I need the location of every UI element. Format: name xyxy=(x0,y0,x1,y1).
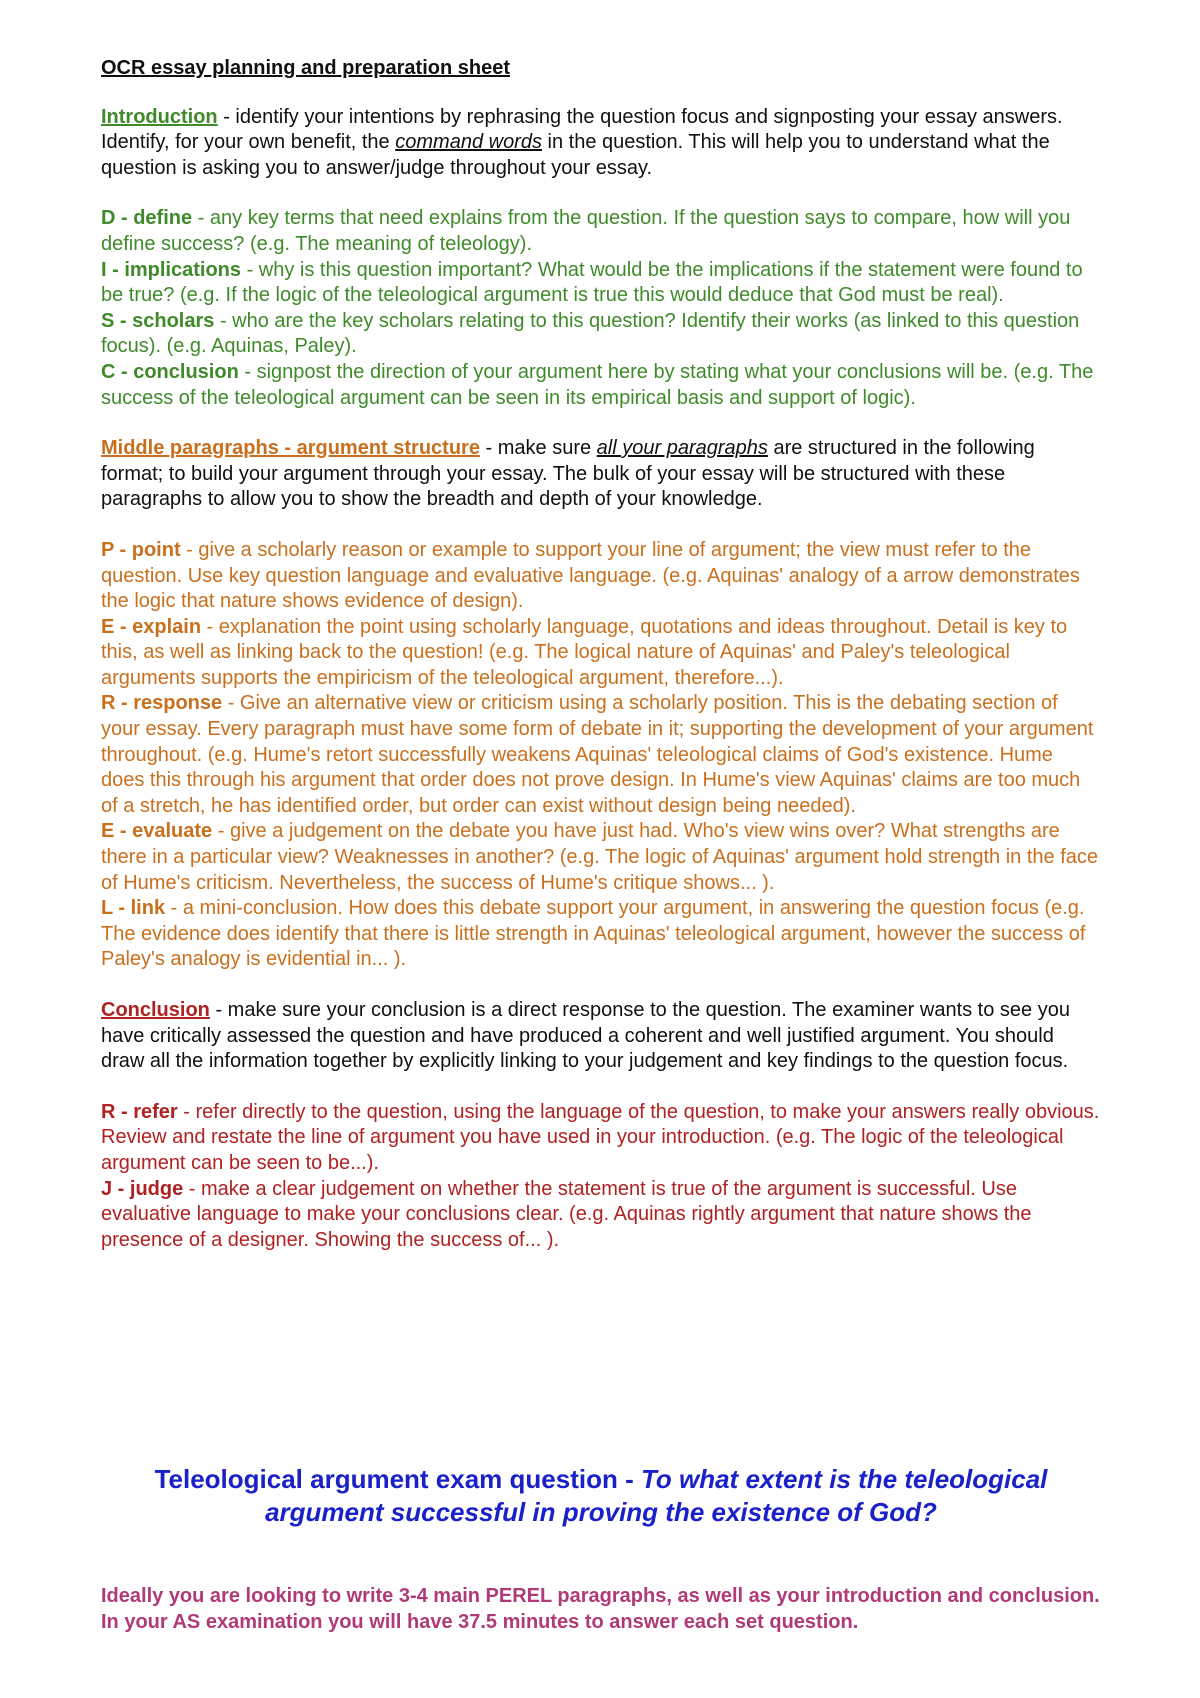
conclusion-paragraph xyxy=(101,998,1101,1075)
conclusion-heading: Conclusion xyxy=(101,999,210,1021)
intro-item-text: - any key terms that need explains from the question. If the question says to compare, how will you define success? (e.g. The meaning of teleology). xyxy=(101,207,1071,255)
middle-items xyxy=(101,538,1101,973)
intro-item-implications xyxy=(101,258,1101,309)
middle-emphasis: all your paragraphs xyxy=(596,437,768,460)
exam-question-text: To what extent is the teleological argument successful in proving the existence of God? xyxy=(265,1464,1048,1527)
middle-item-explain xyxy=(101,615,1101,692)
conclusion-item-key: R - refer xyxy=(101,1100,178,1123)
exam-question-prefix: Teleological argument exam question - xyxy=(154,1464,641,1494)
intro-item-key: S - scholars xyxy=(101,309,215,332)
intro-item-text: - signpost the direction of your argument here by stating what your conclusions will be. (e.g. The success of the teleological argument can be seen in its empirical basis and support of logic). xyxy=(101,360,1094,409)
conclusion-item-text: - refer directly to the question, using the language of the question, to make your answers really obvious. Review and restate the line of argument you have used in your introduction. (e.g. The logic of the teleological argument can be seen to be...). xyxy=(101,1100,1100,1174)
middle-item-text: - explanation the point using scholarly language, quotations and ideas throughout. Detail is key to this, as well as linking back to the question! (e.g. The logical nature of Aquinas' and Paley's teleological arguments supports the empiricism of the teleological argument, therefore...). xyxy=(101,615,1068,689)
document-body xyxy=(101,56,1101,1253)
document-title: OCR essay planning and preparation sheet xyxy=(101,57,510,79)
middle-heading: Middle paragraphs - argument structure xyxy=(101,437,480,460)
intro-item-conclusion xyxy=(101,360,1101,411)
middle-item-text: - give a judgement on the debate you have just had. Who's view wins over? What strengths are there in a particular view? Weaknesses in another? (e.g. The logic of Aquinas' argument hold strength in the face of Hume's criticism. Nevertheless, the success of Hume's critique shows... ). xyxy=(101,820,1099,894)
middle-item-evaluate xyxy=(101,819,1101,896)
middle-item-text: - give a scholarly reason or example to support your line of argument; the view must refer to the question. Use key question language and evaluative language. (e.g. Aquinas' analogy of a arrow demonstrates the logic that nature shows evidence of design). xyxy=(101,538,1080,613)
intro-item-text: - who are the key scholars relating to this question? Identify their works (as linked to this question focus). (e.g. Aquinas, Paley). xyxy=(101,309,1080,358)
paragraph-guidance-note: Ideally you are looking to write 3-4 main PEREL paragraphs, as well as your introduction and conclusion. In your AS examination you will have 37.5 minutes to answer each set question. xyxy=(101,1585,1100,1633)
introduction-items xyxy=(101,206,1101,411)
introduction-heading: Introduction xyxy=(101,105,218,128)
intro-item-define xyxy=(101,206,1101,257)
middle-item-key: P - point xyxy=(101,538,181,561)
middle-item-text: - a mini-conclusion. How does this debate support your argument, in answering the question focus (e.g. The evidence does identify that there is little strength in Aquinas' teleological argument, however the success of Paley's analogy is evidential in... ). xyxy=(101,897,1086,971)
introduction-emphasis: command words xyxy=(395,131,542,154)
middle-item-key: L - link xyxy=(101,897,166,920)
intro-item-key: I - implications xyxy=(101,258,242,281)
middle-item-key: E - explain xyxy=(101,615,202,638)
intro-item-key: C - conclusion xyxy=(101,360,239,383)
conclusion-item-judge xyxy=(101,1177,1101,1254)
middle-text-a: - make sure xyxy=(479,437,597,460)
conclusion-text: - make sure your conclusion is a direct response to the question. The examiner wants to see you have critically assessed the question and have produced a coherent and well justified argument. You should draw all the information together by explicitly linking to your judgement and key findings to the question focus. xyxy=(101,999,1070,1073)
conclusion-item-key: J - judge xyxy=(101,1177,184,1200)
middle-item-key: R - response xyxy=(101,692,223,715)
middle-item-key: E - evaluate xyxy=(101,820,213,843)
middle-paragraph xyxy=(101,436,1101,513)
conclusion-item-text: - make a clear judgement on whether the statement is true of the argument is successful. Use evaluative language to make your conclusions clear. (e.g. Aquinas rightly argument that nature shows the presence of a designer. Showing the success of... ). xyxy=(101,1177,1032,1251)
intro-item-scholars xyxy=(101,309,1101,360)
introduction-paragraph xyxy=(101,105,1101,182)
middle-item-link xyxy=(101,896,1101,973)
conclusion-item-refer xyxy=(101,1100,1101,1177)
middle-item-text: - Give an alternative view or criticism using a scholarly position. This is the debating section of your essay. Every paragraph must have some form of debate in it; supporting the development of your argument throughout. (e.g. Hume's retort successfully weakens Aquinas' teleological claims of God's existence. Hume does this through his argument that order does not prove design. In Hume's view Aquinas' claims are too much of a stretch, he has identified order, but order can exist without design being needed). xyxy=(101,692,1094,817)
exam-question xyxy=(101,1463,1101,1529)
middle-text-b: are structured in the following format; to build your argument through your essay. The bulk of your essay will be structured with these paragraphs to allow you to show the breadth and depth of your knowledge. xyxy=(101,437,1035,511)
intro-item-text: - why is this question important? What would be the implications if the statement were found to be true? (e.g. If the logic of the teleological argument is true this would deduce that God must be real). xyxy=(101,258,1083,307)
conclusion-items xyxy=(101,1100,1101,1254)
introduction-text-b: in the question. This will help you to understand what the question is asking you to answer/judge throughout your essay. xyxy=(101,131,1050,179)
intro-item-key: D - define xyxy=(101,207,193,230)
introduction-text-a: - identify your intentions by rephrasing the question focus and signposting your essay answers. Identify, for your own benefit, the xyxy=(101,105,1063,154)
middle-item-response xyxy=(101,691,1101,819)
middle-item-point xyxy=(101,538,1101,615)
